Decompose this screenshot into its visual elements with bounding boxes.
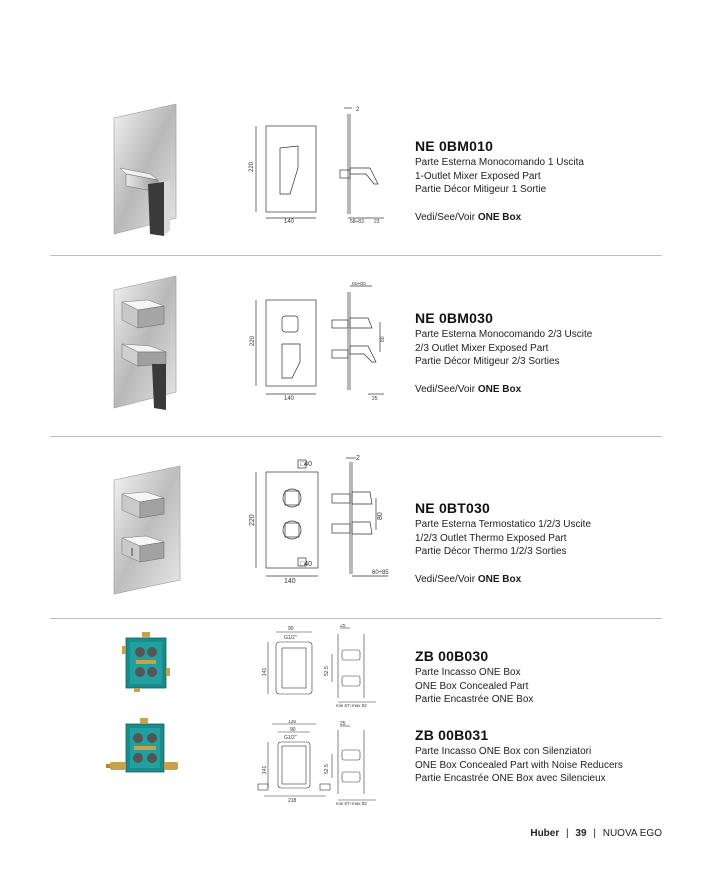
product-photo-zb-00b031	[106, 718, 182, 782]
tech-drawing-ne-0bm030	[244, 282, 394, 402]
description-it: Parte Esterna Monocomando 1 Uscita	[415, 157, 584, 168]
see-reference	[415, 211, 675, 224]
description-fr: Partie Encastrée ONE Box avec Silencieux	[415, 773, 606, 784]
dim-thread: G1/2"	[284, 635, 297, 641]
product-info-ne-0bm010	[415, 138, 675, 224]
product-code: NE 0BT030	[415, 500, 490, 516]
product-code: NE 0BM010	[415, 138, 494, 154]
row-divider	[50, 436, 662, 437]
description-en: 1/2/3 Outlet Thermo Exposed Part	[415, 532, 567, 544]
description-it: Parte Incasso ONE Box	[415, 667, 521, 678]
footer-separator: |	[593, 828, 596, 839]
see-label: Vedi/See/Voir	[415, 573, 476, 585]
page-footer	[530, 828, 662, 839]
footer-separator: |	[566, 828, 569, 839]
dim-spacing: 52.5	[324, 764, 330, 774]
description-it: Parte Esterna Monocomando 2/3 Uscite	[415, 329, 593, 340]
product-code: NE 0BM030	[415, 310, 494, 326]
dim-square-top: □40	[300, 461, 313, 468]
description-fr: Partie Encastrée ONE Box	[415, 694, 534, 705]
dim-width: 140	[284, 578, 296, 585]
product-photo-zb-00b030	[118, 632, 178, 694]
description-it: Parte Incasso ONE Box con Silenziatori	[415, 746, 592, 757]
see-reference	[415, 573, 675, 586]
dim-top: 2	[356, 455, 360, 462]
see-reference	[415, 383, 675, 396]
description-en: 2/3 Outlet Mixer Exposed Part	[415, 342, 549, 354]
dim-height: 220	[249, 514, 256, 526]
dim-mount: min 67÷max 92	[336, 703, 367, 708]
tech-drawing-ne-0bt030	[246, 454, 398, 586]
dim-mount: min 67÷max 92	[336, 801, 367, 806]
dim-top-width: 130	[288, 720, 297, 725]
dim-height: 141	[262, 667, 268, 676]
dim-inner-width: 90	[290, 727, 296, 733]
footer-brand: Huber	[530, 828, 560, 839]
description-fr: Partie Décor Mitigeur 2/3 Sorties	[415, 356, 560, 367]
dim-projection: 25	[372, 396, 378, 402]
product-photo-ne-0bt030	[110, 462, 184, 598]
dim-depth: 60÷85	[352, 282, 366, 287]
dim-spacing: 80	[377, 512, 384, 520]
dim-depth: 25	[340, 624, 346, 629]
dim-depth: 25	[340, 721, 346, 727]
footer-collection: NUOVA EGO	[602, 828, 662, 839]
product-code: ZB 00B031	[415, 727, 489, 743]
dim-height: 220	[250, 335, 256, 346]
tech-drawing-zb-00b031	[254, 720, 384, 806]
dim-top: 2	[356, 107, 360, 113]
description-it: Parte Esterna Termostatico 1/2/3 Uscite	[415, 519, 592, 530]
dim-spacing: 52.5	[324, 666, 330, 676]
product-info-ne-0bm030	[415, 310, 675, 396]
see-ref[interactable]: ONE Box	[477, 383, 522, 395]
tech-drawing-ne-0bm010	[244, 102, 394, 226]
dim-thread: G1/2"	[284, 735, 297, 741]
description-en: 1-Outlet Mixer Exposed Part	[415, 170, 541, 182]
dim-width: 140	[284, 219, 295, 225]
dim-projection: 23	[374, 219, 380, 225]
dim-depth: 60÷85	[372, 570, 389, 576]
see-label: Vedi/See/Voir	[415, 211, 476, 223]
see-ref[interactable]: ONE Box	[477, 573, 522, 585]
description-fr: Partie Décor Mitigeur 1 Sortie	[415, 184, 547, 195]
dim-width: 140	[284, 396, 295, 402]
description-en: ONE Box Concealed Part	[415, 680, 529, 692]
dim-height: 220	[249, 161, 255, 172]
product-code: ZB 00B030	[415, 648, 489, 664]
tech-drawing-zb-00b030	[254, 624, 384, 708]
footer-page-number: 39	[575, 828, 587, 839]
see-label: Vedi/See/Voir	[415, 383, 476, 395]
product-photo-ne-0bm030	[108, 272, 184, 414]
dim-depth: 58÷83	[350, 219, 364, 225]
row-divider	[50, 255, 662, 256]
description-en: ONE Box Concealed Part with Noise Reducers	[415, 759, 623, 771]
dim-spacing: 80	[380, 336, 386, 342]
product-info-zb-00b030	[415, 648, 675, 707]
dim-width: 90	[288, 626, 294, 632]
row-divider	[50, 618, 662, 619]
dim-height: 141	[262, 765, 268, 774]
product-info-ne-0bt030	[415, 500, 675, 586]
dim-bottom-width: 218	[288, 798, 297, 804]
see-ref[interactable]: ONE Box	[477, 211, 522, 223]
description-fr: Partie Décor Thermo 1/2/3 Sorties	[415, 546, 567, 557]
product-photo-ne-0bm010	[108, 100, 184, 240]
product-info-zb-00b031	[415, 727, 675, 786]
dim-square-bottom: □40	[300, 561, 313, 568]
